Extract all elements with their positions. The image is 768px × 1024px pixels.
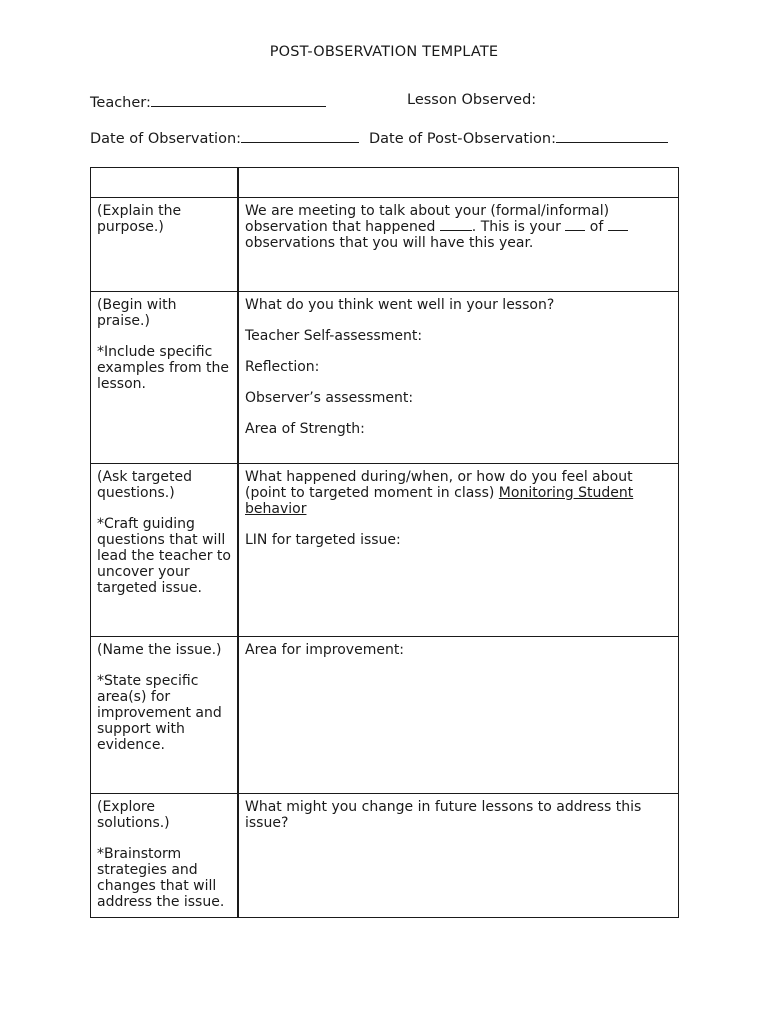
table-row-header — [91, 168, 679, 198]
questions-right-cell — [238, 464, 679, 637]
purpose-text — [245, 203, 672, 251]
header-cell-left — [91, 168, 239, 198]
targeted-question: What happened during/when, or how do you feel about (point to targeted moment in class) — [245, 469, 633, 501]
observers-assessment-label: Observer’s assessment: — [245, 390, 414, 406]
targeted-question-text — [245, 469, 672, 517]
purpose-text-part-d: observations that you will have this year. — [245, 235, 534, 251]
purpose-total-blank[interactable] — [608, 219, 628, 231]
area-of-strength-label: Area of Strength: — [245, 421, 365, 437]
lesson-observed-field[interactable] — [407, 92, 536, 108]
issue-label: (Name the issue.) — [97, 642, 222, 658]
future-lessons-question: What might you change in future lessons to address this issue? — [245, 799, 642, 831]
observation-table — [90, 167, 679, 918]
teacher-self-assessment-label: Teacher Self-assessment: — [245, 328, 423, 344]
praise-left-cell — [91, 292, 239, 464]
date-of-post-observation-label: Date of Post-Observation: — [369, 131, 557, 147]
praise-instruction: *Include specific examples from the lesson. — [97, 344, 230, 392]
table-row-praise — [91, 292, 679, 464]
lesson-observed-label: Lesson Observed: — [407, 92, 537, 108]
praise-label: (Begin with praise.) — [97, 297, 177, 329]
praise-right-cell — [238, 292, 679, 464]
solutions-label: (Explore solutions.) — [97, 799, 170, 831]
table-row-purpose — [91, 198, 679, 292]
purpose-text-part-a: We are meeting to talk about your (formal/informal) observation that happened — [245, 203, 610, 235]
teacher-label: Teacher: — [90, 95, 151, 111]
purpose-left-cell — [91, 198, 239, 292]
lin-targeted-issue-label: LIN for targeted issue: — [245, 532, 401, 548]
page-title: POST-OBSERVATION TEMPLATE — [269, 44, 499, 60]
table-row-solutions — [91, 794, 679, 918]
reflection-label: Reflection: — [245, 359, 320, 375]
date-of-post-observation-blank-line[interactable] — [556, 128, 668, 143]
header-cell-right — [238, 168, 679, 198]
purpose-number-blank[interactable] — [565, 219, 585, 231]
questions-left-cell — [91, 464, 239, 637]
date-of-observation-field[interactable] — [90, 128, 359, 147]
purpose-date-blank[interactable] — [440, 219, 472, 231]
date-of-observation-label: Date of Observation: — [90, 131, 242, 147]
table-row-issue — [91, 637, 679, 794]
questions-instruction: *Craft guiding questions that will lead the teacher to uncover your targeted issue. — [97, 516, 231, 596]
purpose-label: (Explain the purpose.) — [97, 203, 182, 235]
questions-label: (Ask targeted questions.) — [97, 469, 192, 501]
targeted-issue-underlined: Monitoring Student behavior — [245, 485, 634, 517]
issue-right-cell — [238, 637, 679, 794]
issue-left-cell — [91, 637, 239, 794]
solutions-left-cell — [91, 794, 239, 918]
area-for-improvement-label: Area for improvement: — [245, 642, 405, 658]
teacher-field[interactable] — [90, 92, 326, 111]
teacher-blank-line[interactable] — [151, 92, 326, 107]
purpose-text-part-c: of — [589, 219, 604, 235]
purpose-right-cell — [238, 198, 679, 292]
purpose-text-part-b: . This is your — [471, 219, 561, 235]
issue-instruction: *State specific area(s) for improvement and support with evidence. — [97, 673, 222, 753]
praise-question: What do you think went well in your lesson? — [245, 297, 555, 313]
solutions-right-cell — [238, 794, 679, 918]
date-of-observation-blank-line[interactable] — [241, 128, 359, 143]
date-of-post-observation-field[interactable] — [369, 128, 668, 147]
table-row-questions — [91, 464, 679, 637]
solutions-instruction: *Brainstorm strategies and changes that will address the issue. — [97, 846, 225, 910]
